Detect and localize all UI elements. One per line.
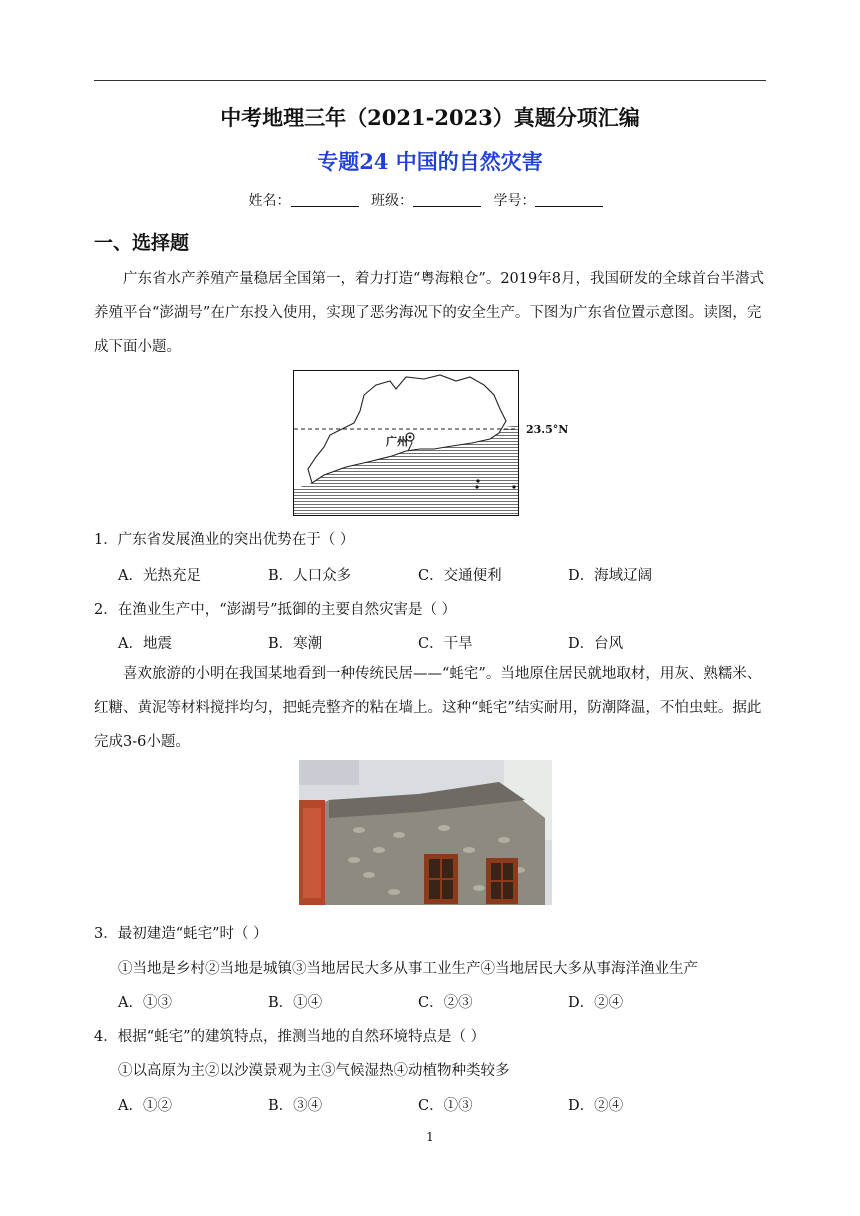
question-3-option-d[interactable]: D．②④ [568,995,624,1011]
guangdong-map-svg [294,371,518,515]
question-2-option-c[interactable]: C．干旱 [418,636,473,652]
question-1-options [118,564,766,585]
id-blank[interactable] [535,192,603,207]
passage-guangdong: 广东省水产养殖产量稳居全国第一，着力打造“粤海粮仓”。2019年8月，我国研发的全球首台半潜式养殖平台“澎湖号”在广东投入使用，实现了恶劣海况下的安全生产。下图为广东省位置示意图。读图，完成下面小题。 [94,271,764,355]
question-1-option-b[interactable]: B．人口众多 [268,568,352,584]
question-3-options [118,991,766,1012]
question-3-option-a[interactable]: A．①③ [118,995,172,1011]
question-1-option-d[interactable]: D．海域辽阔 [568,568,653,584]
question-1-option-c[interactable]: C．交通便利 [418,568,502,584]
latitude-label: 23.5°N [526,423,569,436]
question-1-stem: 1．广东省发展渔业的突出优势在于（ ） [94,532,355,548]
question-4-option-a[interactable]: A．①② [118,1098,172,1114]
question-4-stem: 4．根据“蚝宅”的建筑特点，推测当地的自然环境特点是（ ） [94,1029,486,1045]
oyster-house-photo [299,760,552,905]
question-4-statements: ①以高原为主②以沙漠景观为主③气候湿热④动植物种类较多 [118,1063,510,1079]
guangdong-map [293,370,569,516]
header-rule [94,80,766,81]
question-2-option-d[interactable]: D．台风 [568,636,624,652]
question-3-stem: 3．最初建造“蚝宅”时（ ） [94,926,268,942]
name-blank[interactable] [291,192,359,207]
question-3-option-c[interactable]: C．②③ [418,995,473,1011]
passage-oyster-house: 喜欢旅游的小明在我国某地看到一种传统民居——“蚝宅”。当地原住居民就地取材，用灰、熟糯米、红糖、黄泥等材料搅拌均匀，把蚝壳整齐的粘在墙上。这种“蚝宅”结实耐用，防潮降温，不怕虫蛀。据此完成3-6小题。 [94,666,762,750]
question-4-options [118,1094,766,1115]
document-title: 中考地理三年（2021-2023）真题分项汇编 [220,105,640,130]
question-3-statements: ①当地是乡村②当地是城镇③当地居民大多从事工业生产④当地居民大多从事海洋渔业生产 [118,961,698,977]
question-2-stem: 2．在渔业生产中，“澎湖号”抵御的主要自然灾害是（ ） [94,602,457,618]
class-blank[interactable] [413,192,481,207]
section-heading: 一、选择题 [94,232,190,254]
question-1-option-a[interactable]: A．光热充足 [118,568,201,584]
island-dot [475,485,478,488]
class-label: 班级： [371,193,413,209]
document-subtitle: 专题24 中国的自然灾害 [317,149,543,174]
page-number: 1 [426,1130,434,1144]
guangzhou-label: 广州 [386,435,408,448]
question-2-options [118,632,766,653]
student-info-line [0,190,860,210]
question-2-option-a[interactable]: A．地震 [118,636,172,652]
island-dot [476,479,479,482]
island-dot [512,485,515,488]
question-4-option-b[interactable]: B．③④ [268,1098,323,1114]
id-label: 学号： [493,193,536,209]
name-label: 姓名： [248,193,291,209]
question-4-option-c[interactable]: C．①③ [418,1098,473,1114]
question-3-option-b[interactable]: B．①④ [268,995,323,1011]
question-4-option-d[interactable]: D．②④ [568,1098,624,1114]
question-2-option-b[interactable]: B．寒潮 [268,636,323,652]
